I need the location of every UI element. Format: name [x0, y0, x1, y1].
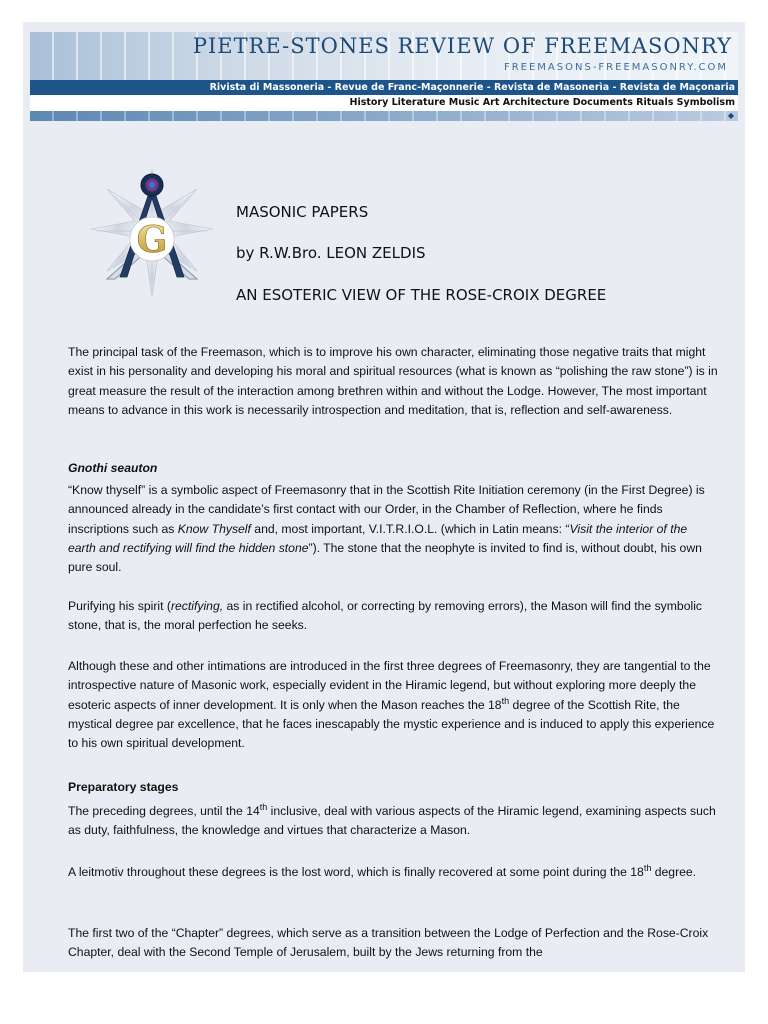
letter-g: G [136, 219, 168, 261]
author-byline: by R.W.Bro. LEON ZELDIS [236, 244, 426, 262]
paragraph-leitmotiv: A leitmotiv throughout these degrees is the lost word, which is finally recovered at some point during the 18th degree. [68, 862, 697, 879]
languages-text: Rivista di Massoneria - Revue de Franc-Maçonnerie - Revista de Masonerìa - Revista de Maçonaria [209, 82, 735, 93]
banner-footer-strip [30, 111, 738, 121]
paragraph-know-thyself: “Know thyself” is a symbolic aspect of Freemasonry that in the Scottish Rite Initiation ceremony (in the First Degree) is announced already in the candidate’s first contact with our Order, in the Chamber of Reflection, where he finds inscriptions such as Know Thyself and, most important, V.I.T.R.I.O.L. (which in Latin means: “Visit the interior of the earth and rectifying will find the hidden stone”). The stone that the neophyte is invited to find is, without doubt, his own pure soul. [68, 483, 705, 575]
subheading-preparatory-stages: Preparatory stages [68, 780, 179, 794]
site-url: FREEMASONS-FREEMASONRY.COM [503, 62, 728, 73]
site-banner[interactable] [30, 32, 738, 121]
paragraph-purifying: Purifying his spirit (rectifying, as in rectified alcohol, or correcting by removing errors), the Mason will find the symbolic stone, that is, the moral perfection he seeks. [68, 599, 702, 633]
paragraph-intimations: Although these and other intimations are introduced in the first three degrees of Freemasonry, they are tangential to the introspective nature of Masonic work, especially evident in the Hiramic legend, but without exploring more deeply the esoteric aspects of inner development. It is only when the Mason reaches the 18th degree of the Scottish Rite, the mystical degree par excellence, that he faces inescapably the mystic experience and is induced to apply this experience to his own spiritual development. [68, 659, 715, 751]
subheading-gnothi-seauton: Gnothi seauton [68, 461, 158, 475]
paragraph-preceding-degrees: The preceding degrees, until the 14th inclusive, deal with various aspects of the Hiramic legend, examining aspects such as duty, faithfulness, the knowledge and virtues that characterize a Mason. [68, 801, 716, 838]
topics-text: History Literature Music Art Architecture Documents Rituals Symbolism [349, 97, 735, 108]
paragraph-chapter-degrees: The first two of the “Chapter” degrees, which serve as a transition between the Lodge of Perfection and the Rose-Croix Chapter, deal with the Second Temple of Jerusalem, built by the Jews returning from the [68, 926, 709, 960]
page [23, 22, 745, 972]
square-and-compasses-icon [87, 159, 217, 307]
diamond-icon: ◆ [727, 111, 734, 120]
article-title: AN ESOTERIC VIEW OF THE ROSE-CROIX DEGREE [236, 286, 607, 304]
banner-header [30, 32, 738, 80]
banner-topics-bar [30, 95, 738, 111]
section-label: MASONIC PAPERS [236, 203, 369, 221]
paragraph-intro: The principal task of the Freemason, which is to improve his own character, eliminating those negative traits that might exist in his personality and developing his moral and spiritual resources (what is known as “polishing the raw stone”) is in great measure the result of the interaction among brethren within and without the Lodge. However, The most important means to advance in this work is necessarily introspection and meditation, that is, reflection and self-awareness. [68, 345, 718, 417]
site-title: PIETRE-STONES REVIEW OF FREEMASONRY [192, 34, 732, 58]
hinge-center [149, 182, 155, 188]
banner-languages-bar [30, 81, 738, 95]
